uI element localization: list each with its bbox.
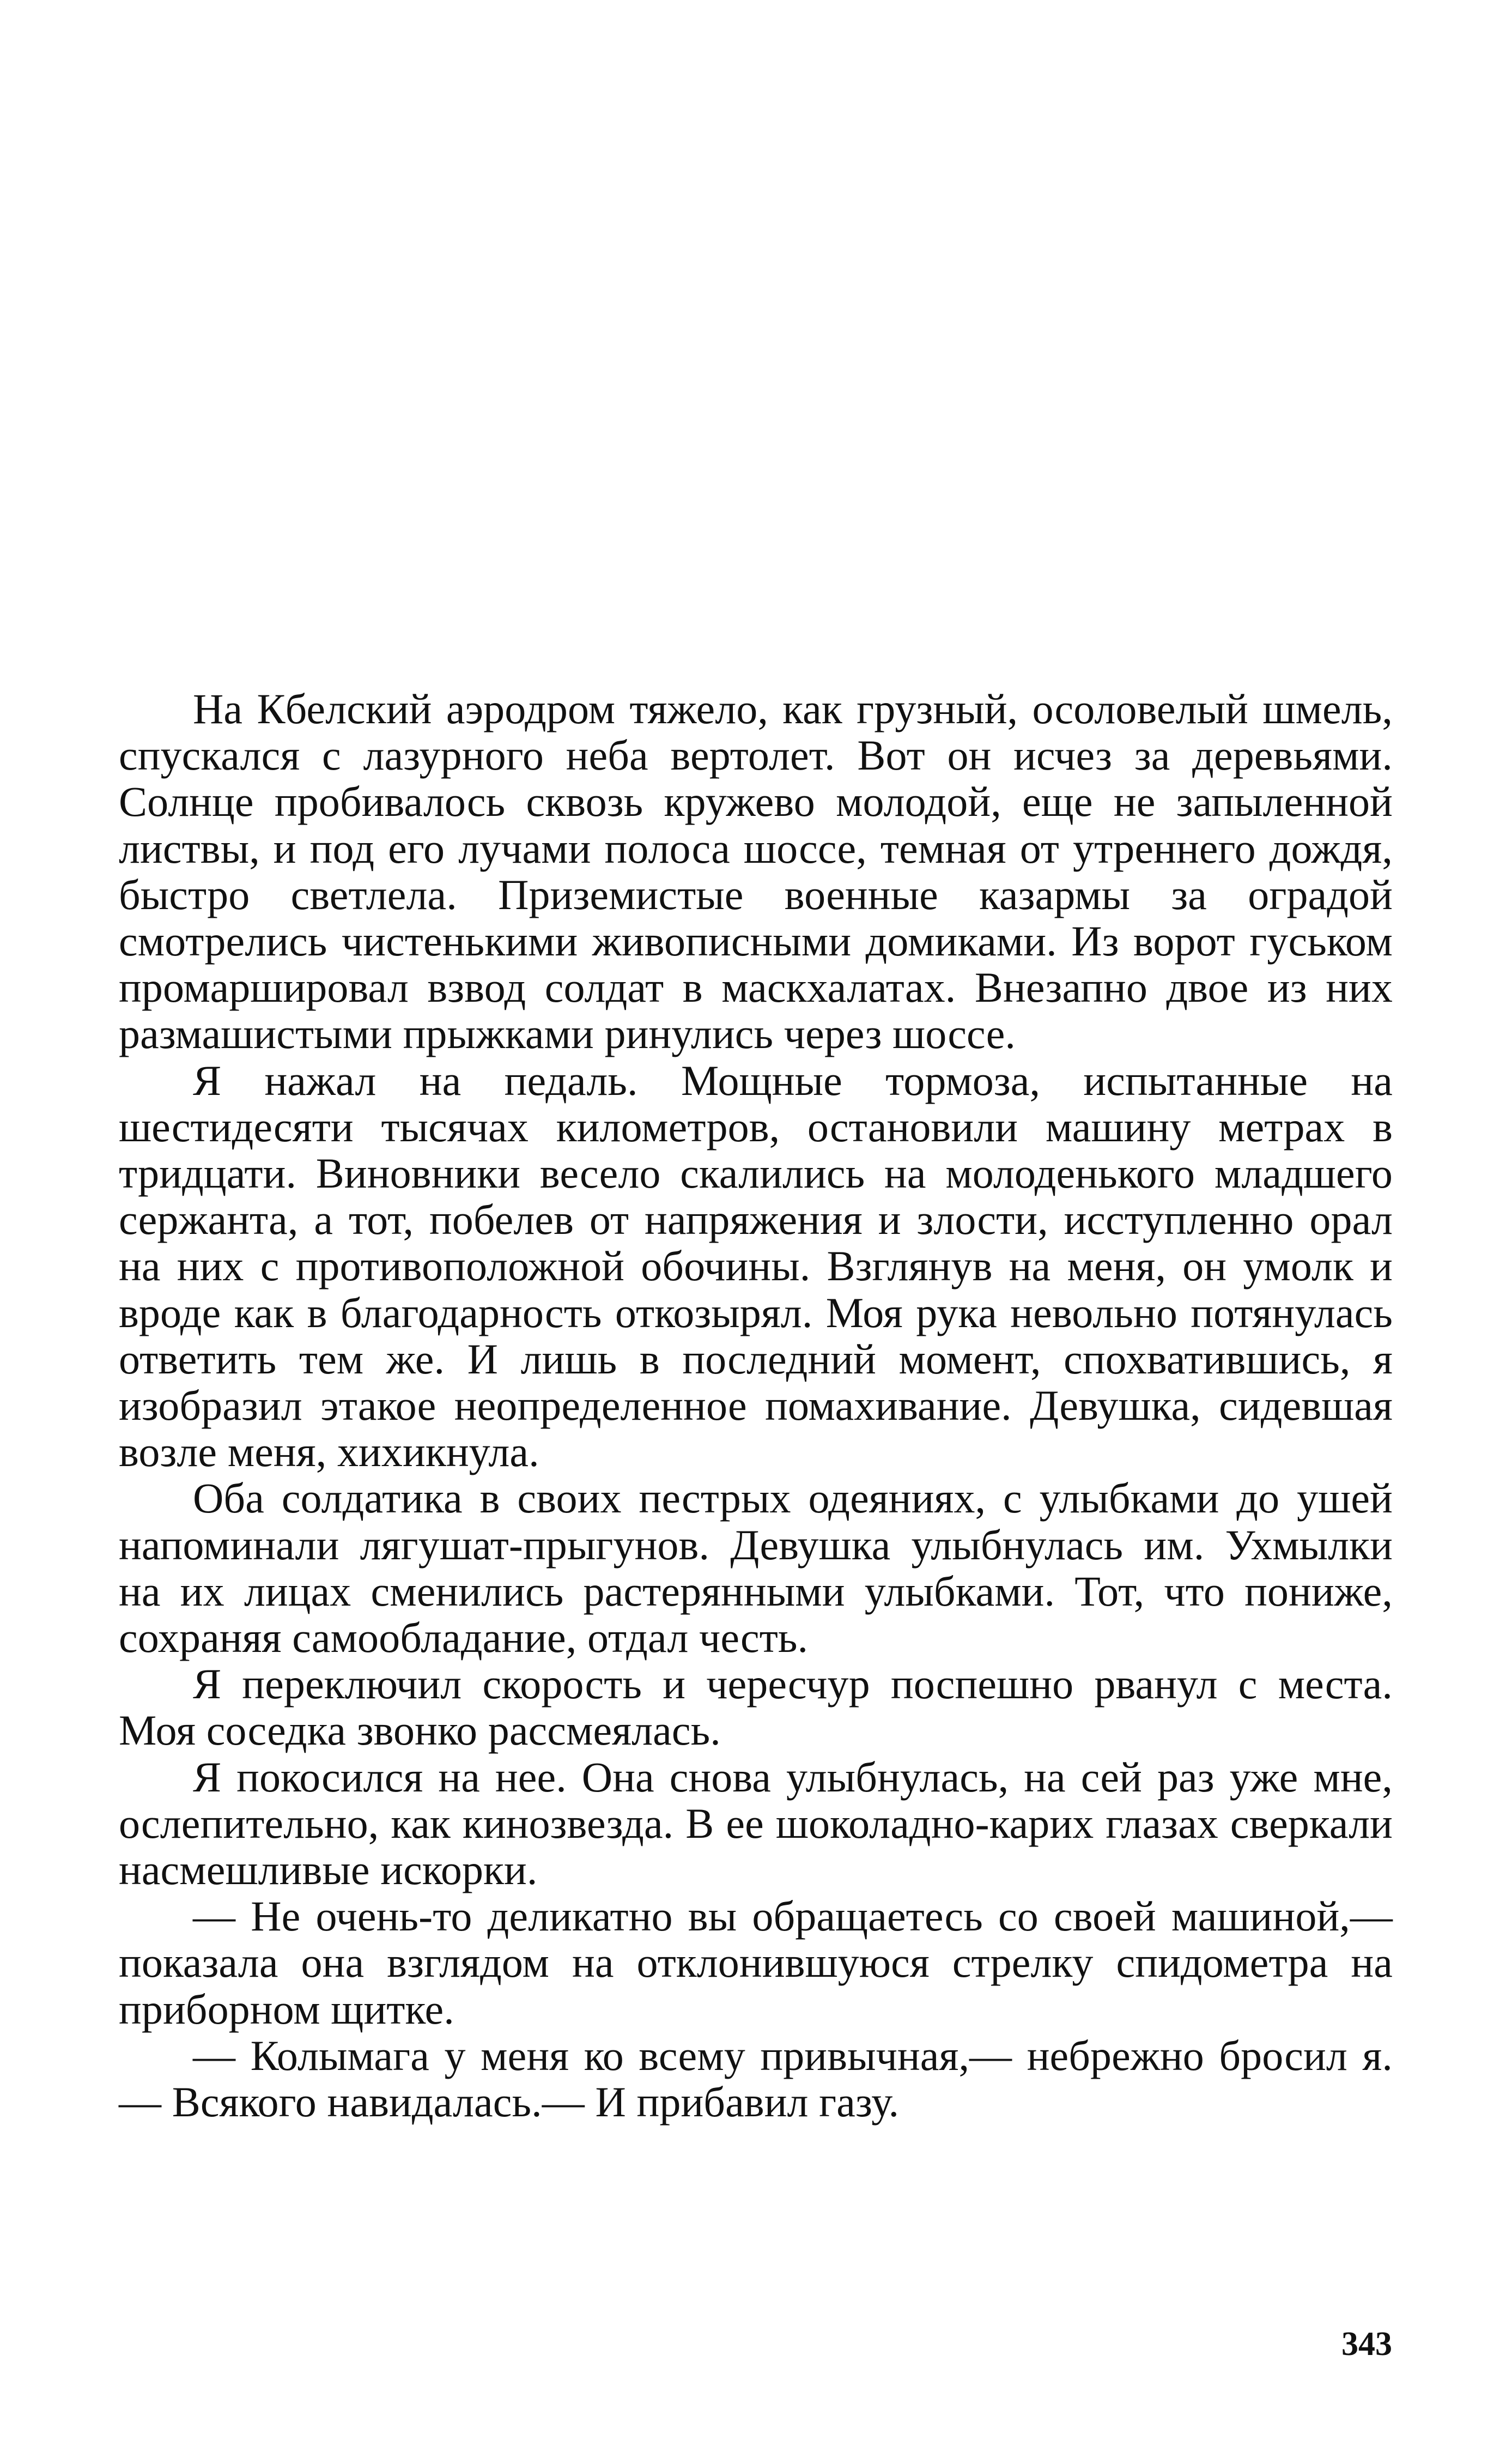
paragraph-1: На Кбелский аэродром тяжело, как грузный, осоловелый шмель, спускался с лазурного неба вертолет. Вот он исчез за деревьями. Солнце пробивалось сквозь кружево молодой, еще не запыленной листвы, и под его лучами полоса шоссе, темная от утреннего дождя, быстро светлела. Приземистые военные казармы за оградой смотрелись чистенькими живописными домиками. Из ворот гуськом промаршировал взвод солдат в маскхалатах. Внезапно двое из них размашистыми прыжками ринулись через шоссе. <box>119 685 1393 1058</box>
paragraph-6: — Не очень-то деликатно вы обращаетесь со своей машиной,— показала она взглядом на отклонившуюся стрелку спидометра на приборном щитке. <box>119 1892 1393 2033</box>
body-text <box>119 686 1393 2125</box>
paragraph-5: Я покосился на нее. Она снова улыбнулась, на сей раз уже мне, ослепительно, как кинозвезда. В ее шоколадно-карих глазах сверкали насмешливые искорки. <box>119 1753 1393 1894</box>
page-number: 343 <box>1341 2326 1392 2363</box>
paragraph-4: Я переключил скорость и чересчур поспешно рванул с места. Моя соседка звонко рассмеялась. <box>119 1660 1393 1754</box>
paragraph-7: — Колымага у меня ко всему привычная,— небрежно бросил я.— Всякого навидалась.— И прибавил газу. <box>119 2031 1393 2126</box>
paragraph-2: Я нажал на педаль. Мощные тормоза, испытанные на шестидесяти тысячах километров, остановили машину метрах в тридцати. Виновники весело скалились на молоденького младшего сержанта, а тот, побелев от напряжения и злости, исступленно орал на них с противоположной обочины. Взглянув на меня, он умолк и вроде как в благодарность откозырял. Моя рука невольно потянулась ответить тем же. И лишь в последний момент, спохватившись, я изобразил этакое неопределенное помахивание. Девушка, сидевшая возле меня, хихикнула. <box>119 1056 1393 1476</box>
paragraph-3: Оба солдатика в своих пестрых одеяниях, с улыбками до ушей напоминали лягушат-прыгунов. Девушка улыбнулась им. Ухмылки на их лицах сменились растерянными улыбками. Тот, что пониже, сохраняя самообладание, отдал честь. <box>119 1474 1393 1662</box>
